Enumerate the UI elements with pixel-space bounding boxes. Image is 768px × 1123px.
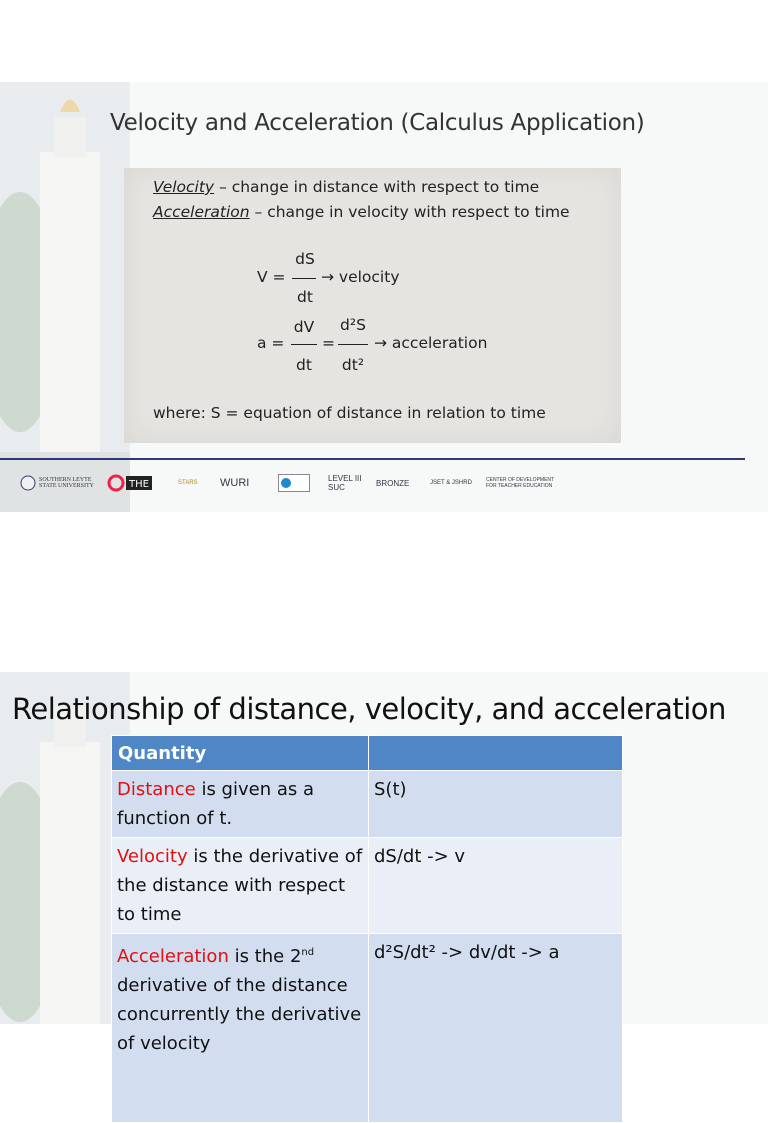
svg-text:THE: THE (129, 479, 149, 490)
university-seal-logo: SOUTHERN LEYTE STATE UNIVERSITY (20, 472, 102, 494)
slide-title: Relationship of distance, velocity, and acceleration (12, 692, 726, 726)
bronze-award-logo: BRONZE (376, 478, 410, 488)
stars-logo: STARS (178, 480, 198, 486)
center-of-development-logo: CENTER OF DEVELOPMENT FOR TEACHER EDUCATION (486, 477, 554, 489)
slide-relationship (0, 672, 768, 1054)
relationship-table (111, 735, 623, 1123)
the-rankings-logo (108, 472, 156, 494)
journals-logo: JSET & JSHRD (430, 480, 472, 486)
header-quantity: Quantity (112, 736, 369, 771)
quantity-cell: Distance is given as a function of t. (112, 771, 369, 838)
slide-velocity-acceleration (0, 82, 768, 512)
table-row (112, 934, 623, 1123)
table-header-row (112, 736, 623, 771)
torch-tower-background (0, 82, 130, 512)
table-row (112, 838, 623, 934)
formula-photo: Velocity – change in distance with respect to time Acceleration – change in velocity with respect to time V = dS dt → velocity a = dV dt = d²S dt² → acceleration where: S = equation of distance in relation to time (124, 168, 621, 443)
value-cell: d²S/dt² -> dv/dt -> a (369, 934, 623, 1123)
wuri-logo: WURI (220, 477, 250, 489)
footer-divider (0, 458, 745, 460)
slide-title: Velocity and Acceleration (Calculus Application) (110, 110, 645, 136)
value-cell: dS/dt -> v (369, 838, 623, 934)
header-blank (369, 736, 623, 771)
quantity-cell: Acceleration is the 2nd derivative of the distance concurrently the derivative of velocity (112, 934, 369, 1123)
acceleration-definition: Acceleration – change in velocity with respect to time (153, 203, 570, 221)
where-note: where: S = equation of distance in relation to time (153, 404, 546, 422)
velocity-definition: Velocity – change in distance with respect to time (153, 178, 540, 196)
level-iii-suc-logo: LEVEL III SUC (328, 474, 362, 492)
value-cell: S(t) (369, 771, 623, 838)
table-row (112, 771, 623, 838)
certification-logo (278, 472, 312, 494)
quantity-cell: Velocity is the derivative of the distance with respect to time (112, 838, 369, 934)
